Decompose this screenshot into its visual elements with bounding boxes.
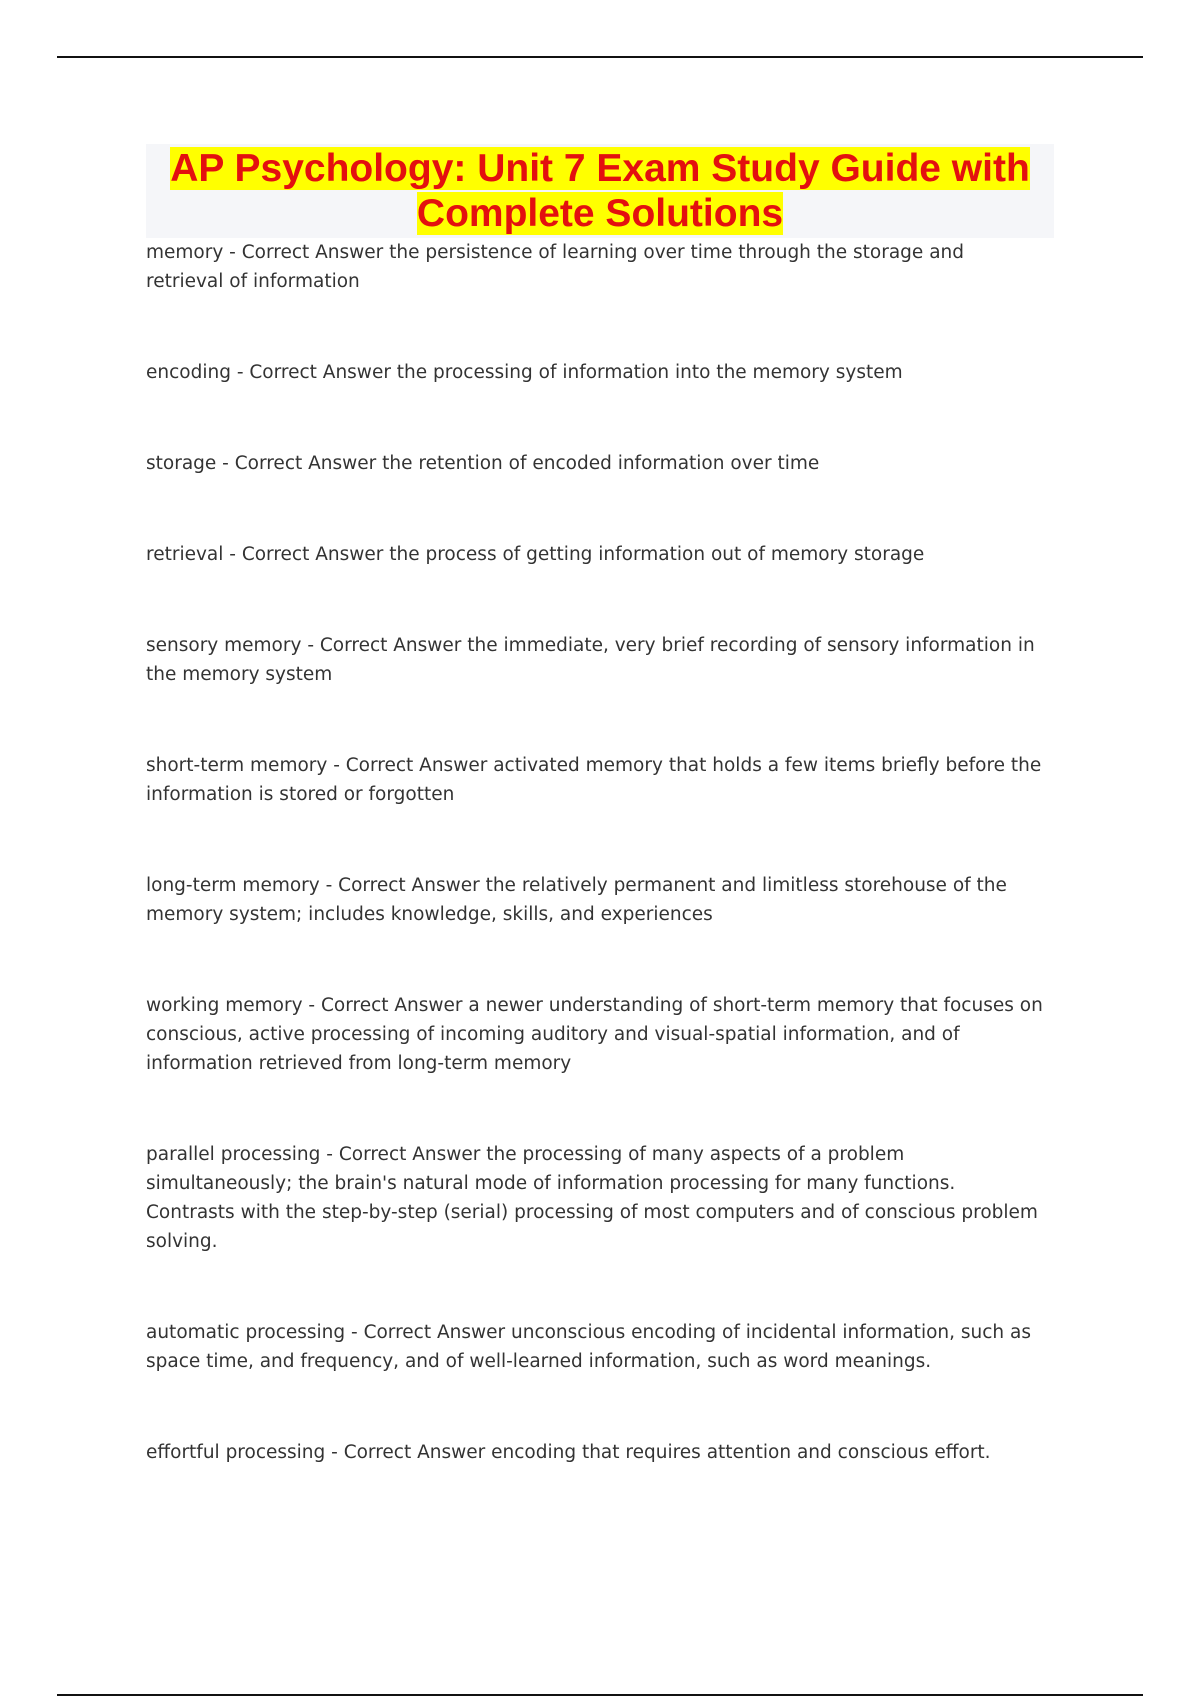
- entry-list: [146, 238, 1046, 1529]
- entry-automatic-processing: automatic processing - Correct Answer unconscious encoding of incidental information, such as space time, and frequency, and of well-learned information, such as word meanings.: [146, 1322, 1032, 1372]
- entry-sensory-memory: sensory memory - Correct Answer the immediate, very brief recording of sensory information in the memory system: [146, 635, 1035, 685]
- page-title-text: AP Psychology: Unit 7 Exam Study Guide with Complete Solutions: [170, 147, 1030, 235]
- entry-working-memory: working memory - Correct Answer a newer understanding of short-term memory that focuses on conscious, active processing of incoming auditory and visual-spatial information, and of information retrieved from long-term memory: [146, 995, 1043, 1074]
- top-rule: [57, 56, 1143, 58]
- entry-long-term-memory: long-term memory - Correct Answer the relatively permanent and limitless storehouse of the memory system; includes knowledge, skills, and experiences: [146, 875, 1007, 925]
- title-block: [146, 144, 1054, 238]
- entry-effortful-processing: effortful processing - Correct Answer encoding that requires attention and conscious effort.: [146, 1442, 991, 1463]
- entry-short-term-memory: short-term memory - Correct Answer activated memory that holds a few items briefly before the information is stored or forgotten: [146, 755, 1042, 805]
- entry-storage: storage - Correct Answer the retention of encoded information over time: [146, 453, 820, 474]
- entry-encoding: encoding - Correct Answer the processing of information into the memory system: [146, 362, 903, 383]
- entry-memory: memory - Correct Answer the persistence of learning over time through the storage and retrieval of information: [146, 242, 964, 292]
- entry-parallel-processing: parallel processing - Correct Answer the processing of many aspects of a problem simultaneously; the brain's natural mode of information processing for many functions. Contrasts with the step-by-step (serial) processing of most computers and of conscious problem solving.: [146, 1144, 1038, 1252]
- entry-retrieval: retrieval - Correct Answer the process of getting information out of memory storage: [146, 544, 925, 565]
- page-title: [146, 144, 1054, 236]
- bottom-rule: [57, 1694, 1143, 1696]
